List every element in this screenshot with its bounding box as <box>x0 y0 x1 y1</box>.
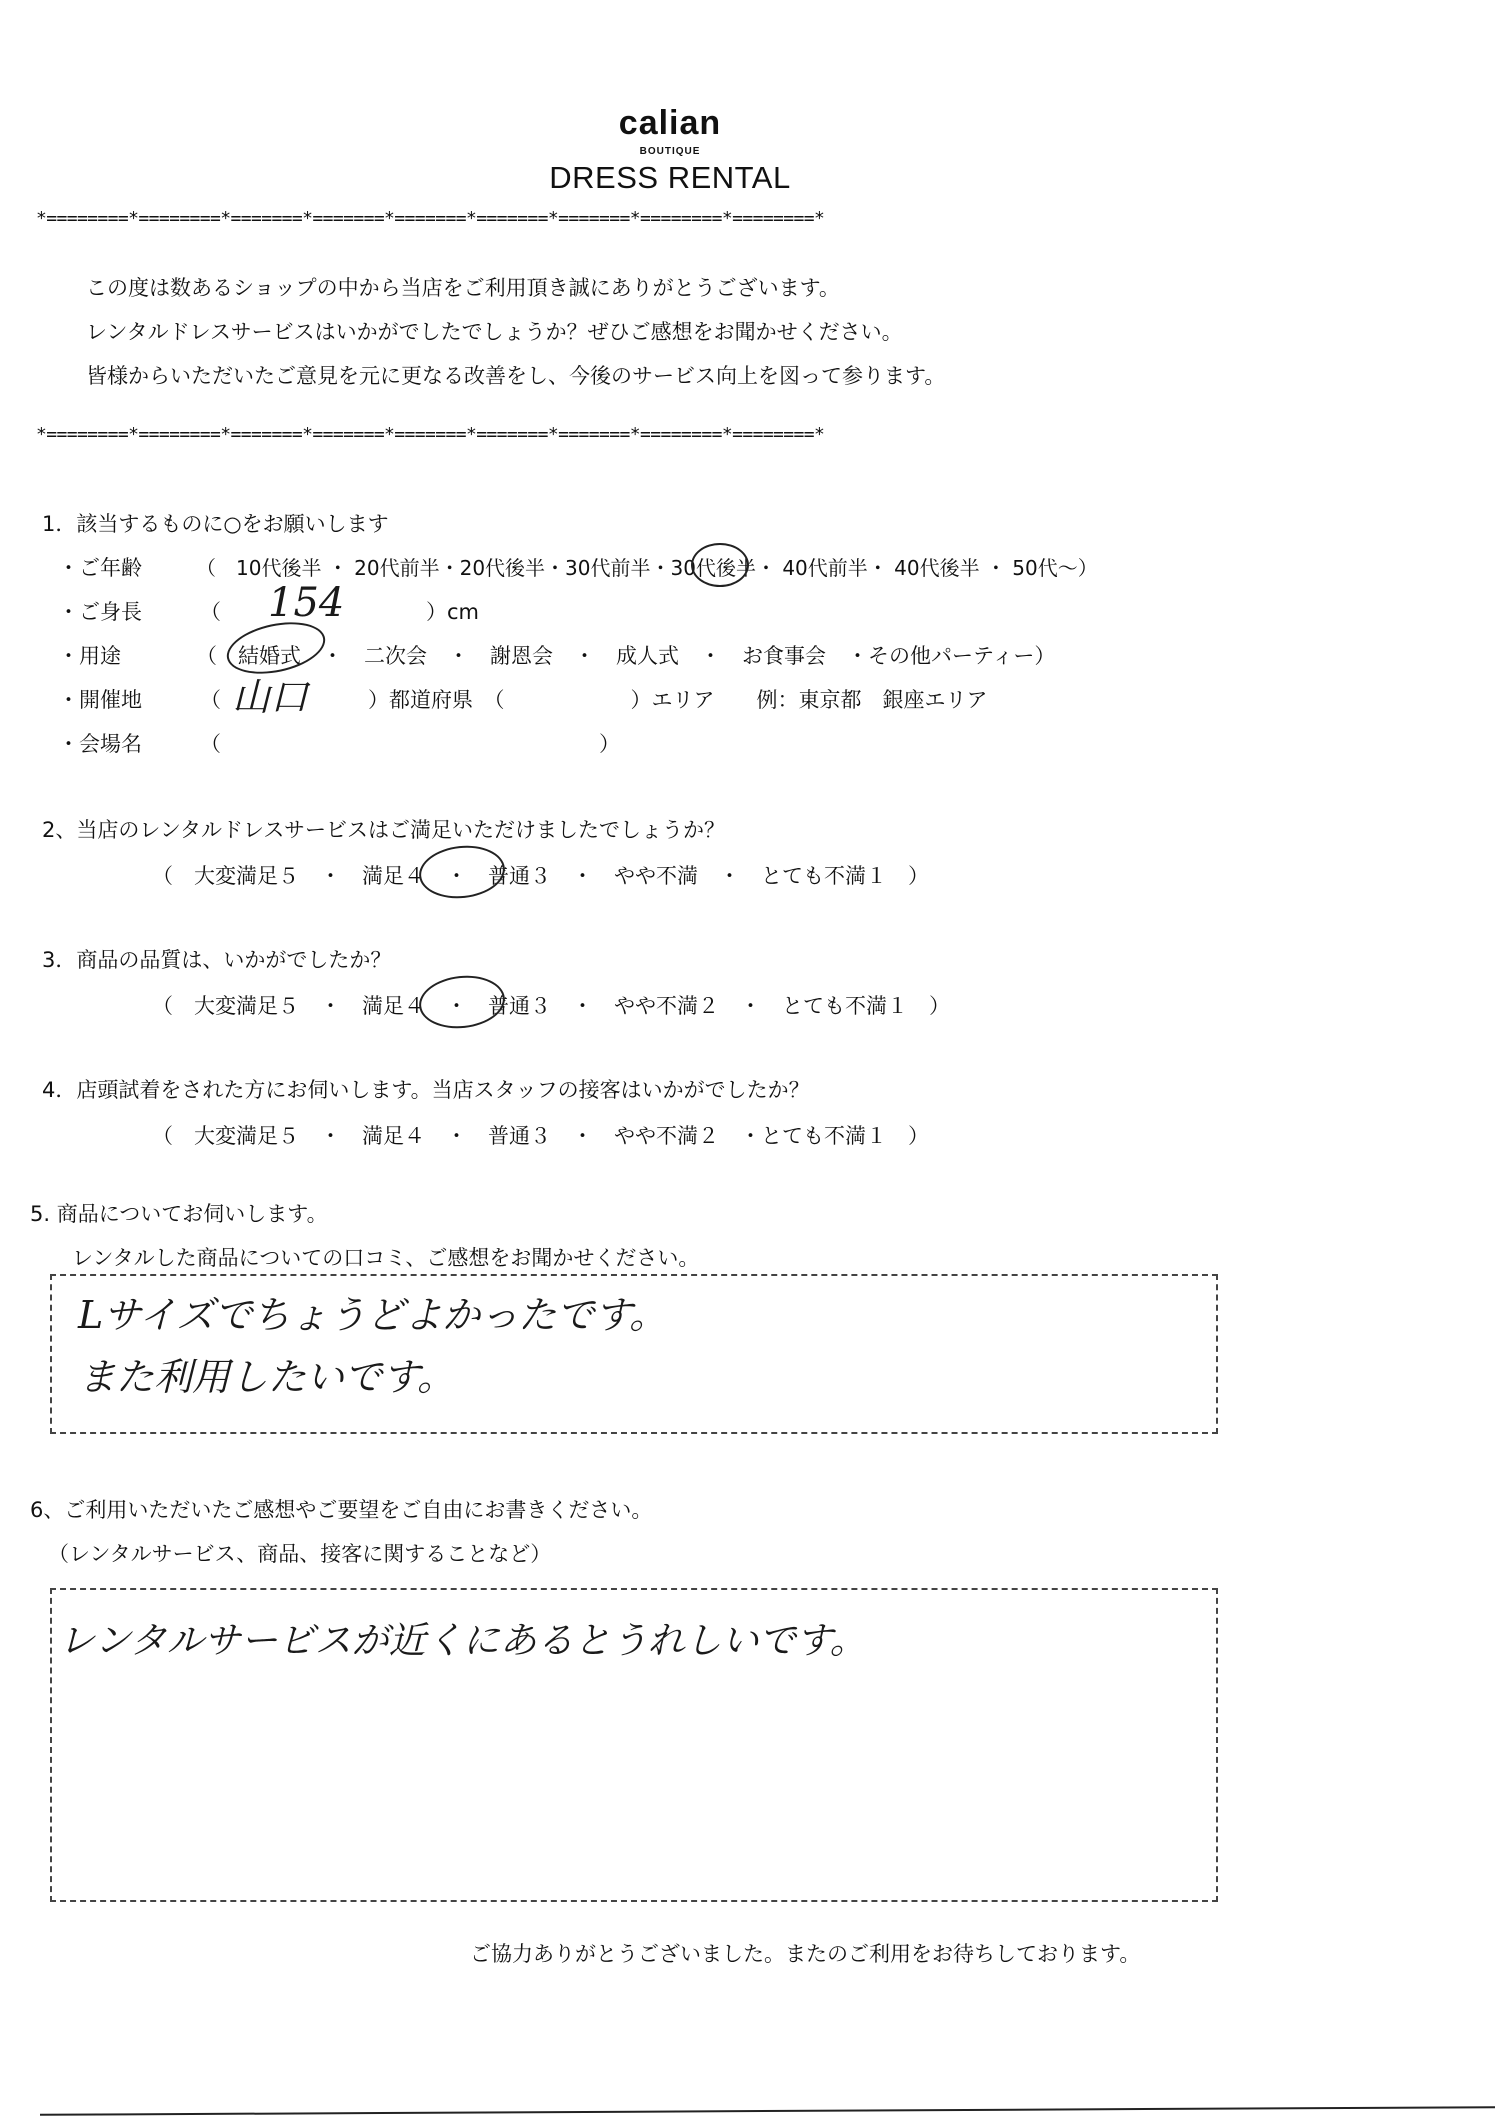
q5-answer-line-1: Lサイズでちょうどよかったです。 <box>78 1293 668 1337</box>
intro-line-3: 皆様からいただいたご意見を元に更なる改善をし、今後のサービス向上を図って参ります。 <box>86 364 946 388</box>
venue-prefecture-value[interactable]: 山口 <box>232 675 309 719</box>
age-options[interactable]: （ 10代後半 ・ 20代前半・20代後半・30代前半・30代後半・ 40代前半・ 40代後半 ・ 50代～） <box>196 556 1098 580</box>
q2-options[interactable]: （ 大変満足５ ・ 満足４ ・ 普通３ ・ やや不満 ・ とても不満１ ） <box>152 864 929 888</box>
page-title: DRESS RENTAL <box>549 160 791 195</box>
footer-thanks: ご協力ありがとうございました。またのご利用をお待ちしております。 <box>470 1942 1141 1966</box>
age-label: ・ご年齢 <box>58 556 142 580</box>
venue-name-field[interactable]: （ ） <box>200 732 620 756</box>
q2-selection-circle <box>417 842 508 903</box>
venue-area-label: ・開催地 <box>58 688 142 712</box>
height-value[interactable]: 154 <box>268 580 345 626</box>
venue-open: （ <box>200 688 221 712</box>
intro-line-1: この度は数あるショップの中から当店をご利用頂き誠にありがとうございます。 <box>86 276 840 300</box>
brand-subtitle: BOUTIQUE <box>639 146 701 157</box>
venue-name-label: ・会場名 <box>58 732 142 756</box>
intro-line-2: レンタルドレスサービスはいかがでしたでしょうか？ぜひご感想をお聞かせください。 <box>86 320 903 344</box>
height-open: （ <box>200 600 221 624</box>
height-label: ・ご身長 <box>58 600 142 624</box>
purpose-options[interactable]: （ 結婚式 ・ 二次会 ・ 謝恩会 ・ 成人式 ・ お食事会 ・その他パーティー） <box>196 644 1056 668</box>
q5-subtitle: レンタルした商品についての口コミ、ご感想をお聞かせください。 <box>72 1246 700 1270</box>
q5-answer-line-2: また利用したいです。 <box>78 1355 455 1399</box>
q3-title: 3．商品の品質は、いかがでしたか？ <box>42 948 392 972</box>
scan-edge-line <box>40 2106 1495 2116</box>
q2-title: 2、当店のレンタルドレスサービスはご満足いただけましたでしょうか？ <box>42 818 725 842</box>
q6-subtitle: （レンタルサービス、商品、接客に関することなど） <box>48 1542 552 1566</box>
q1-title: 1．該当するものに○をお願いします <box>42 512 389 536</box>
q4-options[interactable]: （ 大変満足５ ・ 満足４ ・ 普通３ ・ やや不満２ ・とても不満１ ） <box>152 1124 929 1148</box>
purpose-label: ・用途 <box>58 644 121 668</box>
venue-area-rest: ）都道府県 （ ）エリア 例：東京都 銀座エリア <box>368 688 988 712</box>
q6-title: 6、ご利用いただいたご感想やご要望をご自由にお書きください。 <box>30 1498 653 1522</box>
q3-options[interactable]: （ 大変満足５ ・ 満足４ ・ 普通３ ・ やや不満２ ・ とても不満１ ） <box>152 994 950 1018</box>
q6-answer: レンタルサービスが近くにあるとうれしいです。 <box>58 1619 867 1662</box>
q3-selection-circle <box>417 972 508 1033</box>
separator-top: *========*========*=======*=======*=======*=======*=======*========*========* <box>36 208 825 229</box>
height-unit: ）cm <box>426 600 480 624</box>
brand-logo: calian <box>618 104 722 142</box>
age-selection-circle <box>691 543 749 587</box>
q4-title: 4．店頭試着をされた方にお伺いします。当店スタッフの接客はいかがでしたか？ <box>42 1078 810 1102</box>
separator-bottom: *========*========*=======*=======*=======*=======*=======*========*========* <box>36 424 825 445</box>
q5-title: 5. 商品についてお伺いします。 <box>30 1202 328 1226</box>
